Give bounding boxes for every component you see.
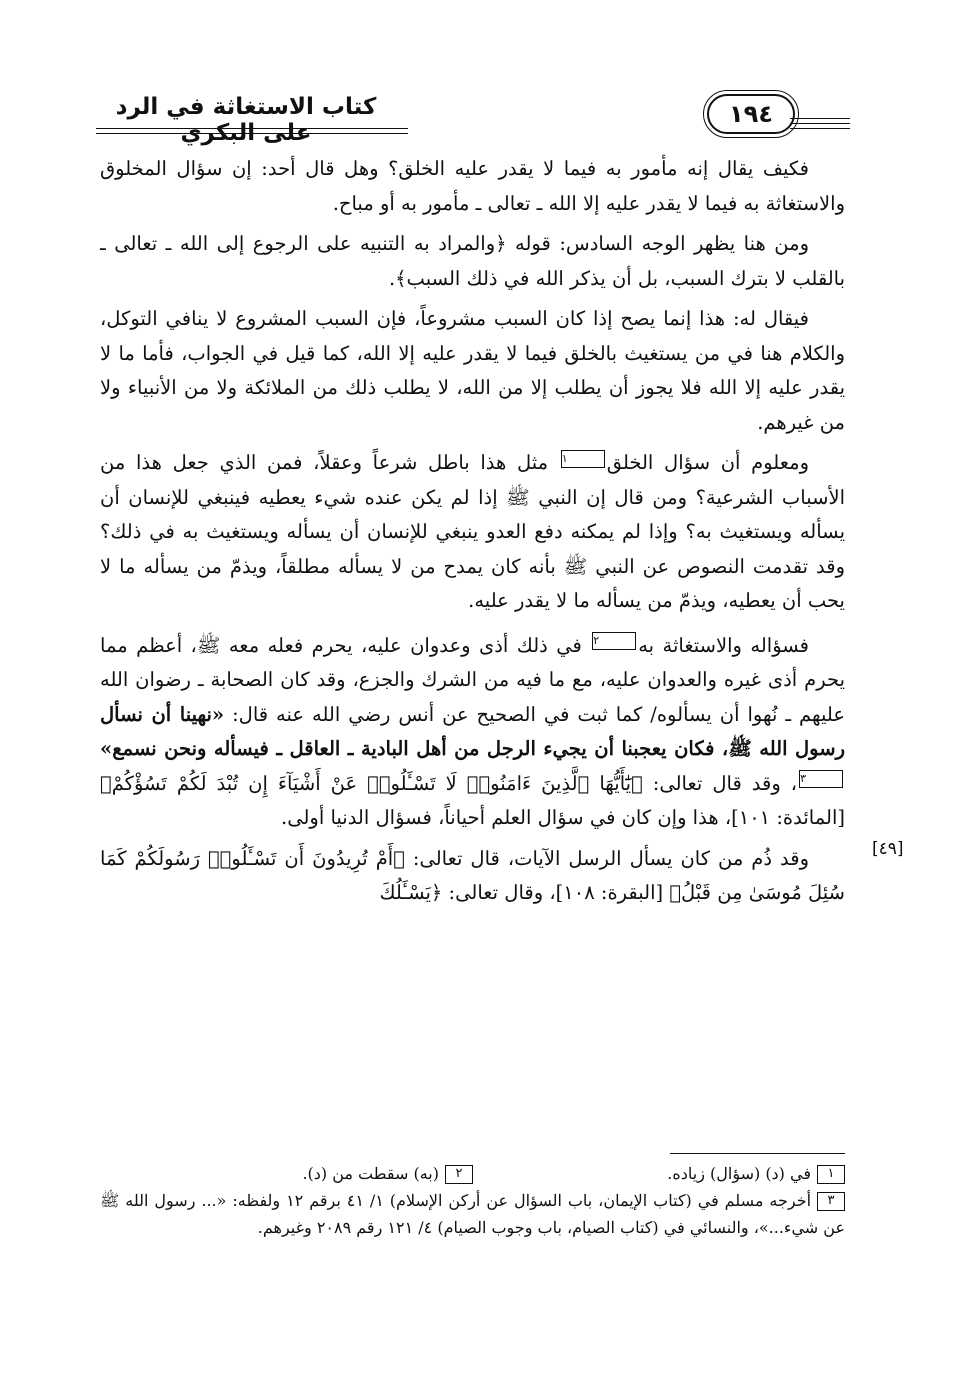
paragraph-4-start: ومعلوم أن سؤال الخلق: [606, 451, 809, 474]
footnote-ref-2[interactable]: ٢: [592, 632, 636, 650]
paragraph-6: وقد ذُم من كان يسأل الرسل الآيات، قال تعالى: ﴿أَمْ تُرِيدُونَ أَن تَسْـَٔلُوا۟ رَسُولَكُمْ كَمَا سُئِلَ مُوسَىٰ مِن قَبْلُ﴾ [البقرة: ١٠٨]، وقال تعالى: ﴿يَسْـَٔلُكَ: [100, 846, 845, 904]
manuscript-folio-marker: [٤٩]: [872, 839, 904, 859]
paragraph-4: [100, 446, 845, 619]
paragraph-3: فيقال له: هذا إنما يصح إذا كان السبب مشروعاً، فإن السبب المشروع لا ينافي التوكل، والكلام هنا في من يستغيث بالخلق فيما لا يقدر عليه إلا الله، كما قيل في الجواب، فأما ما لا يقدر عليه إلا الله فلا يجوز أن يطلب إلا من الله، لا يطلب ذلك من الملائكة ولا من الأنبياء ولا من غيرهم.: [100, 307, 845, 434]
footnote-3-text: أخرجه مسلم في (كتاب الإيمان، باب السؤال عن أركن الإسلام) ١/ ٤١ برقم ١٢ ولفظه: «... رسول الله ﷺ عن شيء...»، والنسائي في (كتاب الصيام، باب وجوب الصيام) ٤/ ١٢١ رقم ٢٠٨٩ وغيرهم.: [100, 1191, 845, 1237]
header-rule: [96, 133, 408, 134]
paragraph-5-start: فسؤاله والاستغاثة به: [638, 633, 809, 657]
footnote-1: [473, 1160, 845, 1187]
footnote-1-text: في (د) (سؤال) زياده.: [667, 1164, 811, 1183]
footnotes: [100, 1160, 845, 1241]
header-rule: [790, 118, 850, 119]
page-number-badge: [707, 94, 795, 134]
paragraph-5: [100, 629, 845, 836]
header-rule: [790, 128, 850, 129]
main-text: [100, 152, 845, 917]
hadith-quote: «نهينا أن نسأل رسول الله ﷺ، فكان يعجبنا أن يجيء الرجل من أهل البادية ـ العاقل ـ فيسأله ونحن نسمع»: [100, 702, 845, 760]
page-header: [0, 80, 953, 146]
paragraph-4-rest: مثل هذا باطل شرعاً وعقلاً، فمن الذي جعل هذا من الأسباب الشرعية؟ ومن قال إن النبي ﷺ إذا لم يكن عنده شيء يعطيه فينبغي للإنسان أن يسأله ويستغيث به؟ وإذا لم يمكنه دفع العدو ينبغي للإنسان أن يسأله ويستغيث به في ذلك؟ وقد تقدمت النصوص عن النبي ﷺ بأنه كان يمدح من لا يسأله مطلقاً، ويذمّ من يسأله ما لا يحب أن يعطيه، ويذمّ من يسأله ما لا يقدر عليه.: [100, 451, 845, 612]
page-number: ١٩٤: [729, 100, 773, 128]
paragraph-1: فكيف يقال إنه مأمور به فيما لا يقدر عليه الخلق؟ وهل قال أحد: إن سؤال المخلوق والاستغاثة به فيما لا يقدر عليه إلا الله ـ تعالى ـ مأمور به أو مباح.: [100, 157, 845, 215]
header-rule: [96, 128, 408, 129]
footnote-2: [101, 1160, 473, 1187]
paragraph-2: ومن هنا يظهر الوجه السادس: قوله ﴿والمراد به التنبيه على الرجوع إلى الله ـ تعالى ـ بالقلب لا بترك السبب، بل أن يذكر الله في ذلك السبب﴾.: [100, 232, 845, 290]
footnote-2-text: (به) سقطت من (د).: [302, 1164, 439, 1183]
footnote-number-3: ٣: [817, 1192, 845, 1211]
footnote-row: [100, 1160, 845, 1187]
paragraph-5-middle: في ذلك أذى وعدوان عليه، يحرم فعله معه ﷺ، أعظم مما يحرم أذى غيره والعدوان عليه، مع ما فيه من الشرك والجزع، وقد كان الصحابة ـ رضوان الله عليهم ـ نُهوا أن يسألوه/ كما ثبت في الصحيح عن أنس رضي الله عنه قال:: [100, 633, 845, 726]
paragraph-5-end: ، وقد قال تعالى: ﴿يَٰٓأَيُّهَا ٱلَّذِينَ ءَامَنُوا۟ لَا تَسْـَٔلُوا۟ عَنْ أَشْيَآءَ إِن تُبْدَ لَكُمْ تَسُؤْكُمْ﴾ [المائدة: ١٠١]، هذا وإن كان في سؤال العلم أحياناً، فسؤال الدنيا أولى.: [100, 771, 845, 829]
running-title: كتاب الاستغاثة في الرد على البكري: [115, 94, 377, 146]
footnote-3: [100, 1187, 845, 1241]
footnote-separator: [670, 1153, 845, 1154]
footnote-number-1: ١: [817, 1165, 845, 1184]
footnote-number-2: ٢: [445, 1165, 473, 1184]
footnote-ref-3[interactable]: ٣: [799, 770, 843, 788]
header-rule: [790, 123, 850, 124]
footnote-ref-1[interactable]: ١: [561, 450, 605, 468]
